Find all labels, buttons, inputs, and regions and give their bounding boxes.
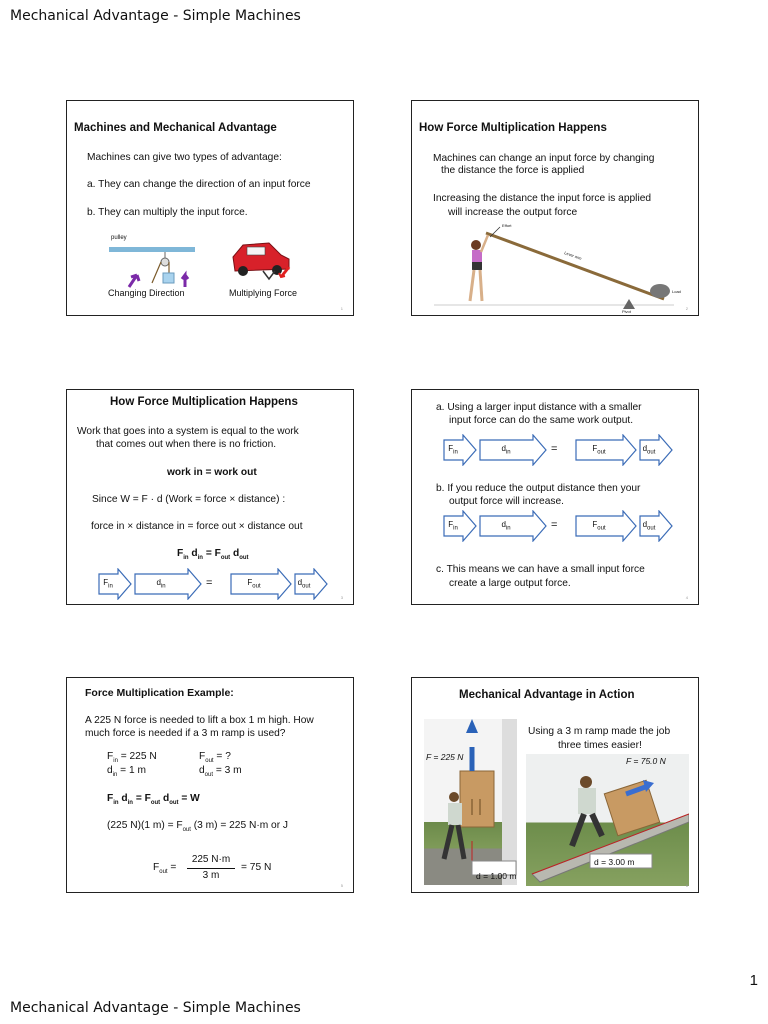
slide-text: much force is needed if a 3 m ramp is used? (85, 728, 286, 739)
arrow-sub: in (160, 583, 166, 590)
slide-text: A 225 N force is needed to lift a box 1 m high. How (85, 715, 314, 726)
lever-arm-label: Lever arm (563, 250, 583, 261)
slide-equation (177, 547, 249, 565)
slide-text: input force can do the same work output. (449, 415, 634, 426)
arrow-sub: in (108, 583, 113, 590)
arrow-label (443, 444, 463, 456)
pivot-label: Pivot (622, 309, 631, 314)
slide-text: b. If you reduce the output distance then your (436, 483, 641, 494)
arrow-letter: F (247, 578, 253, 587)
eq-sub: out (239, 555, 249, 562)
arrow-label (479, 520, 533, 532)
distance-in-arrow (134, 568, 202, 600)
slide-text: that comes out when there is no friction. (96, 439, 277, 450)
slide-1 (66, 100, 354, 316)
sub: out (204, 772, 214, 779)
slide-number: 3 (340, 595, 343, 600)
pulley-label: pulley (111, 235, 127, 241)
arrow-sub: in (453, 525, 458, 532)
eq-part: d (188, 548, 198, 559)
value: = 3 m (213, 765, 242, 776)
value: = 1 m (117, 765, 146, 776)
caption-changing-direction: Changing Direction (108, 288, 185, 298)
distance-in-arrow (479, 434, 547, 466)
force-label-ramp: F = 75.0 N (626, 756, 666, 766)
arrow-letter: d (501, 520, 506, 529)
pulley-illustration (107, 235, 197, 291)
slide-number: 4 (685, 595, 688, 600)
car-jack-illustration (229, 237, 299, 283)
slide-text: Using a 3 m ramp made the job (528, 726, 671, 737)
force-in-arrow (98, 568, 132, 600)
arrow-label (639, 520, 659, 532)
sub: in (112, 772, 118, 779)
arrow-label (294, 578, 314, 590)
arrow-sub: in (505, 525, 511, 532)
given-dout: $d_{out} = 3$ m (199, 765, 242, 779)
force-label-lift: F = 225 N (426, 752, 464, 762)
slide-text: a. Using a larger input distance with a smaller (436, 402, 642, 413)
slide-4 (411, 389, 699, 605)
slide-6 (411, 677, 699, 893)
sub: out (159, 869, 168, 876)
slide-5 (66, 677, 354, 893)
arrow-sub: out (647, 449, 656, 456)
slide-text: output force will increase. (449, 496, 564, 507)
arrow-letter: d (642, 520, 648, 529)
arrow-letter: d (642, 444, 648, 453)
eq-sub: out (220, 555, 231, 562)
slide-number: 6 (685, 883, 688, 888)
page-footer: Mechanical Advantage - Simple Machines (10, 1000, 301, 1016)
force-in-arrow (443, 434, 477, 466)
slide-title: Force Multiplication Example: (85, 687, 234, 699)
slide-number: 1 (340, 306, 343, 311)
arrow-letter: F (592, 520, 598, 529)
fout-label: $F_{out}$ = (153, 862, 177, 876)
work-equation: $F_{in}$ $d_{in} = F_{out}$ $d_{out} = W$ (107, 793, 200, 807)
arrow-label (479, 444, 533, 456)
arrow-label (575, 520, 623, 532)
equals-sign: = (206, 577, 213, 589)
arrow-row (443, 434, 673, 468)
equals-sign: = (551, 519, 558, 531)
load-label: Load (672, 289, 681, 294)
ramp-photo (526, 754, 689, 886)
slide-title: Mechanical Advantage in Action (459, 689, 635, 701)
eq-sub: in (197, 555, 203, 562)
distance-in-arrow (479, 510, 547, 542)
slide-2 (411, 100, 699, 316)
given-fout: $F_{out}$ = ? (199, 751, 231, 765)
given-fin: $F_{in} = 225$ N (107, 751, 157, 765)
slide-text: a. They can change the direction of an input force (87, 179, 311, 190)
page-number: 1 (749, 972, 758, 989)
sub: in (127, 800, 133, 807)
arrow-letter: d (156, 578, 161, 587)
slide-text: c. This means we can have a small input force (436, 564, 645, 575)
arrow-label (575, 444, 623, 456)
arrow-letter: F (448, 520, 454, 529)
slide-text: three times easier! (558, 740, 642, 751)
distance-label-lift: d = 1.00 m (476, 871, 517, 881)
effort-label: Effort (502, 223, 512, 228)
slide-text: Work that goes into a system is equal to the work (77, 426, 299, 437)
force-out-arrow (230, 568, 292, 600)
arrow-row (98, 568, 328, 602)
force-out-arrow (575, 510, 637, 542)
sub: in (113, 800, 119, 807)
distance-out-arrow (294, 568, 328, 600)
sub: out (182, 827, 191, 834)
arrow-label (98, 578, 118, 590)
slide-title: Machines and Mechanical Advantage (74, 122, 277, 134)
slide-text: b. They can multiply the input force. (87, 207, 248, 218)
page-header: Mechanical Advantage - Simple Machines (10, 8, 301, 24)
arrow-label (230, 578, 278, 590)
force-out-arrow (575, 434, 637, 466)
slide-title: How Force Multiplication Happens (419, 122, 607, 134)
slide-text: work in = work out (167, 467, 257, 478)
arrow-sub: out (647, 525, 656, 532)
given-din: $d_{in} = 1$ m (107, 765, 146, 779)
arrow-letter: F (103, 578, 109, 587)
slide-text: Machines can change an input force by changing (433, 153, 655, 164)
fraction-numerator: 225 N·m (191, 854, 231, 865)
arrow-sub: out (597, 525, 606, 532)
value: = 225 N (117, 751, 157, 762)
slide-number: 5 (340, 883, 343, 888)
arrow-sub: out (252, 583, 261, 590)
slide-text: Since W = F · d (Work = force × distance) : (92, 494, 286, 505)
arrow-letter: F (592, 444, 598, 453)
eq-part: = F (202, 548, 221, 559)
arrow-label (134, 578, 188, 590)
slide-text: Machines can give two types of advantage: (87, 152, 282, 163)
distance-out-arrow (639, 434, 673, 466)
slide-title: How Force Multiplication Happens (110, 396, 298, 408)
caption-multiplying-force: Multiplying Force (229, 288, 298, 298)
sub: out (169, 800, 179, 807)
slide-number: 2 (685, 306, 688, 311)
sub: out (205, 758, 214, 765)
slide-text: Increasing the distance the input force is applied (433, 193, 652, 204)
arrow-sub: in (505, 449, 511, 456)
arrow-row (443, 510, 673, 544)
eq-part: F (177, 548, 184, 559)
slide-text: the distance the force is applied (441, 165, 585, 176)
arrow-label (443, 520, 463, 532)
fraction-denominator: 3 m (202, 870, 220, 881)
slide-text: will increase the output force (448, 207, 578, 218)
arrow-sub: out (302, 583, 311, 590)
calc-line (107, 819, 288, 837)
arrow-letter: d (501, 444, 506, 453)
equals-sign: = (551, 443, 558, 455)
slide-3 (66, 389, 354, 605)
lever-illustration (424, 223, 686, 315)
value: = W (178, 793, 200, 804)
sub: in (113, 758, 118, 765)
arrow-letter: d (297, 578, 303, 587)
value: (3 m) = 225 N·m or J (193, 820, 289, 831)
distance-out-arrow (639, 510, 673, 542)
value: (225 N)(1 m) = F (107, 820, 183, 831)
value: = ? (213, 751, 231, 762)
force-in-arrow (443, 510, 477, 542)
arrow-label (639, 444, 659, 456)
slide-text: create a large output force. (449, 578, 571, 589)
arrow-sub: out (597, 449, 606, 456)
eq-sub: in (183, 555, 189, 562)
slide-text: force in × distance in = force out × distance out (91, 521, 303, 532)
eq-part: d (230, 548, 240, 559)
arrow-letter: F (448, 444, 454, 453)
lift-photo (424, 719, 517, 885)
arrow-sub: in (453, 449, 458, 456)
fraction-result: = 75 N (241, 862, 272, 873)
distance-label-ramp: d = 3.00 m (594, 857, 635, 867)
sub: out (150, 800, 161, 807)
fraction-bar (187, 868, 235, 869)
